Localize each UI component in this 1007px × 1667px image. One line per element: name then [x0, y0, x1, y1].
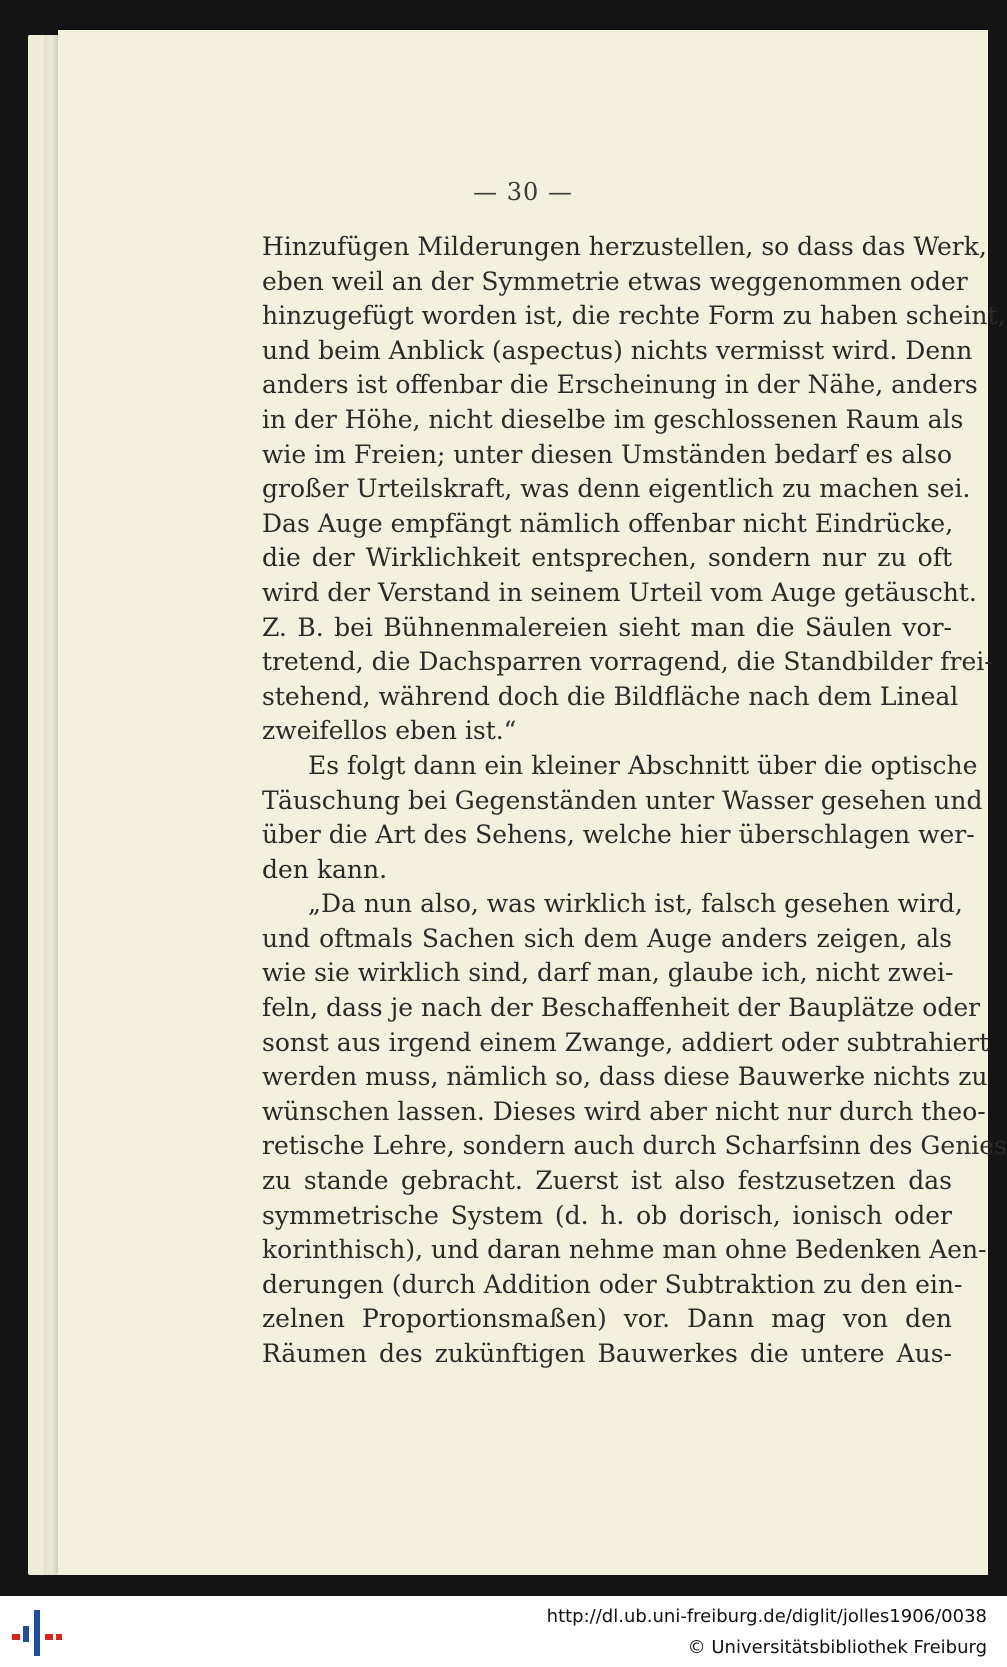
text-line: und beim Anblick (aspectus) nichts vermisst wird. Denn — [262, 335, 973, 365]
viewer-footer — [0, 1596, 1007, 1667]
text-line: wünschen lassen. Dieses wird aber nicht nur durch theo- — [262, 1096, 986, 1126]
text-line: Das Auge empfängt nämlich offenbar nicht Eindrücke, — [262, 508, 954, 538]
text-line: über die Art des Sehens, welche hier überschlagen wer- — [262, 820, 975, 850]
text-line: zweifellos eben ist.“ — [262, 716, 517, 746]
book-page — [58, 30, 1007, 1575]
page-number: — 30 — — [473, 178, 573, 206]
text-line: hinzugefügt worden ist, die rechte Form zu haben scheint, — [262, 301, 1006, 331]
source-url-link[interactable]: http://dl.ub.uni-freiburg.de/diglit/jolles1906/0038 — [546, 1606, 987, 1627]
text-line: eben weil an der Symmetrie etwas weggenommen oder — [262, 266, 968, 296]
text-line: Z. B. bei Bühnenmalereien sieht man die Säulen vor- — [262, 612, 952, 642]
copyright-text: © Universitätsbibliothek Freiburg — [687, 1637, 987, 1658]
logo-blue-bar — [23, 1626, 29, 1642]
text-line: korinthisch), und daran nehme man ohne Bedenken Aen- — [262, 1235, 987, 1265]
ub-freiburg-logo-icon — [10, 1608, 64, 1658]
text-line: den kann. — [262, 854, 388, 884]
text-line: Hinzufügen Milderungen herzustellen, so dass das Werk, — [262, 232, 987, 261]
text-line: die der Wirklichkeit entsprechen, sondern nur zu oft — [262, 543, 952, 573]
logo-blue-bar — [34, 1610, 40, 1656]
text-line: werden muss, nämlich so, dass diese Bauwerke nichts zu — [262, 1062, 988, 1092]
text-line: Räumen des zukünftigen Bauwerkes die untere Aus- — [262, 1339, 952, 1368]
text-line: Es folgt dann ein kleiner Abschnitt über die optische — [308, 750, 978, 780]
logo-red-dash — [45, 1634, 53, 1640]
text-line: symmetrische System (d. h. ob dorisch, ionisch oder — [262, 1200, 952, 1230]
logo-red-dash — [56, 1634, 62, 1640]
text-line: wie im Freien; unter diesen Umständen bedarf es also — [262, 439, 952, 469]
text-line: tretend, die Dachsparren vorragend, die Standbilder frei- — [262, 647, 993, 677]
text-line: in der Höhe, nicht dieselbe im geschlossenen Raum als — [262, 404, 964, 434]
text-line: anders ist offenbar die Erscheinung in der Nähe, anders — [262, 370, 978, 400]
text-line: sonst aus irgend einem Zwange, addiert oder subtrahiert — [262, 1027, 990, 1057]
logo-red-dash — [12, 1634, 20, 1640]
text-line: großer Urteilskraft, was denn eigentlich zu machen sei. — [262, 474, 971, 504]
text-line: zelnen Proportionsmaßen) vor. Dann mag von den — [262, 1304, 952, 1334]
text-line: derungen (durch Addition oder Subtraktion zu den ein- — [262, 1269, 963, 1299]
text-line: wird der Verstand in seinem Urteil vom Auge getäuscht. — [262, 577, 977, 607]
text-line: und oftmals Sachen sich dem Auge anders zeigen, als — [262, 923, 952, 953]
body-text — [262, 230, 1007, 1372]
text-line: retische Lehre, sondern auch durch Scharfsinn des Genies — [262, 1131, 1007, 1161]
page-edge — [44, 35, 58, 1575]
text-line: „Da nun also, was wirklich ist, falsch gesehen wird, — [308, 889, 963, 919]
text-line: feln, dass je nach der Beschaffenheit der Bauplätze oder — [262, 993, 981, 1023]
text-line: stehend, während doch die Bildfläche nach dem Lineal — [262, 681, 959, 711]
text-line: zu stande gebracht. Zuerst ist also festzusetzen das — [262, 1166, 952, 1196]
text-line: wie sie wirklich sind, darf man, glaube ich, nicht zwei- — [262, 958, 954, 988]
text-line: Täuschung bei Gegenständen unter Wasser gesehen und — [262, 785, 983, 815]
